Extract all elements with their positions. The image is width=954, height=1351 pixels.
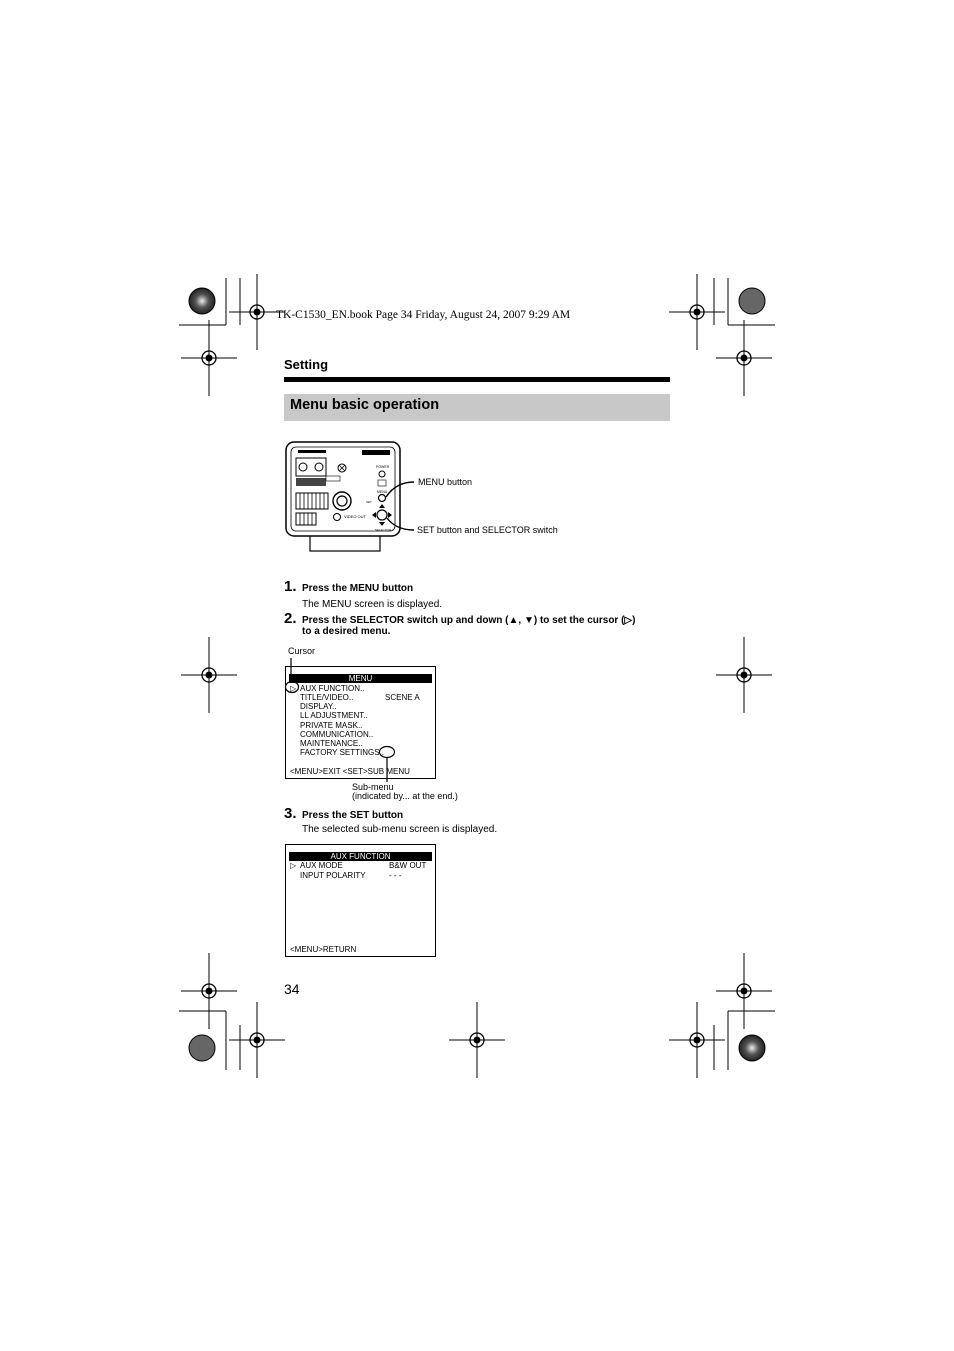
power-label: POWER	[376, 465, 390, 469]
step-1-desc: The MENU screen is displayed.	[302, 599, 443, 610]
step-1-number: 1.	[284, 578, 297, 595]
menu-item: DISPLAY..	[300, 702, 337, 711]
heading-band	[284, 394, 670, 421]
menu-item: AUX FUNCTION..	[300, 684, 365, 693]
print-header: TK-C1530_EN.book Page 34 Friday, August 24, 2007 9:29 AM	[276, 309, 571, 321]
menu-label: MENU	[377, 490, 388, 494]
step-3-number: 3.	[284, 805, 297, 822]
menu-item: TITLE/VIDEO..	[300, 693, 354, 702]
menu-callouts	[280, 655, 410, 785]
step-2-title-line1: Press the SELECTOR switch up and down (▲, ▼) to set the cursor (▷)	[302, 615, 636, 626]
aux-function-screen	[285, 844, 436, 957]
submenu-note: (indicated by... at the end.)	[352, 791, 458, 801]
page-number: 34	[284, 981, 300, 997]
camera-rear-panel-illustration	[284, 440, 584, 555]
aux-row-label: INPUT POLARITY	[300, 871, 366, 880]
menu-item: FACTORY SETTINGS..	[300, 748, 385, 757]
video-out-label: VIDEO OUT	[344, 514, 367, 519]
menu-item: LL ADJUSTMENT..	[300, 711, 368, 720]
aux-row-value: B&W OUT	[389, 861, 427, 870]
menu-item: MAINTENANCE..	[300, 739, 363, 748]
menu-item: PRIVATE MASK..	[300, 721, 363, 730]
selector-switch-icon	[377, 510, 387, 520]
selector-label: SELECTOR	[375, 528, 392, 532]
menu-cursor: ▷	[290, 684, 297, 693]
aux-footer: <MENU>RETURN	[290, 945, 357, 954]
step-1-title: Press the MENU button	[302, 583, 414, 594]
menu-screen-title: MENU	[289, 674, 432, 683]
aux-row-label: AUX MODE	[300, 861, 343, 870]
section-rule	[284, 377, 670, 382]
section-title: Setting	[284, 357, 329, 372]
menu-footer: <MENU>EXIT <SET>SUB MENU	[290, 767, 410, 776]
page-heading: Menu basic operation	[290, 397, 440, 413]
menu-button-label: MENU button	[418, 477, 473, 487]
step-3-desc: The selected sub-menu screen is displayed.	[302, 824, 498, 835]
set-selector-label: SET button and SELECTOR switch	[417, 525, 558, 535]
step-3-title: Press the SET button	[302, 810, 404, 821]
aux-cursor: ▷	[290, 861, 297, 870]
aux-screen-title: AUX FUNCTION	[289, 852, 432, 861]
menu-item: COMMUNICATION..	[300, 730, 374, 739]
menu-button-icon	[379, 495, 386, 502]
aux-row-value: - - -	[389, 871, 402, 880]
step-2-title-line2: to a desired menu.	[302, 626, 391, 637]
menu-item-value: SCENE A	[385, 693, 420, 702]
cursor-label: Cursor	[288, 646, 316, 656]
set-label: SET	[366, 500, 372, 504]
step-2-number: 2.	[284, 610, 297, 627]
submenu-label: Sub-menu	[352, 782, 394, 792]
